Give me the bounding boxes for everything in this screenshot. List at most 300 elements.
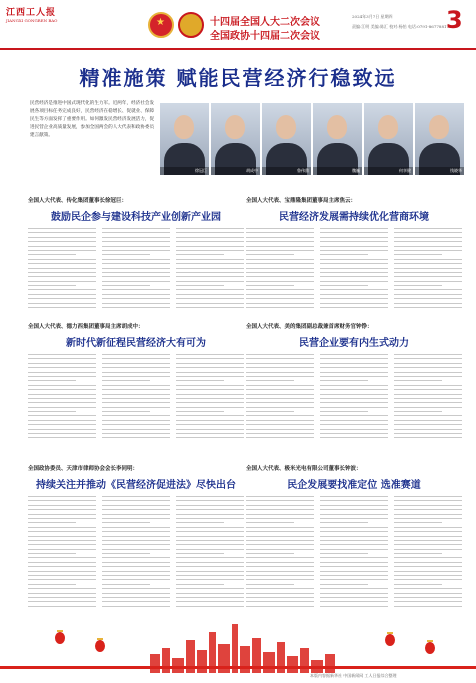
text-line xyxy=(246,376,314,377)
text-line xyxy=(320,601,388,602)
text-line xyxy=(28,593,96,594)
text-line xyxy=(176,415,244,416)
text-line xyxy=(28,268,96,269)
intro-paragraph: 民营经济是推进中国式现代化的生力军。近两年，经济社会发展各项目标任务完成良好，民营经济在稳增长、促就业、保障民生等方面发挥了重要作用。如何激发民营经济发展活力，促进民营企业高质量发展，参加全国两会的人大代表和政协委员建言献策。 xyxy=(30,101,155,138)
text-line xyxy=(394,496,462,497)
text-line xyxy=(394,407,462,408)
text-line xyxy=(394,354,462,355)
footer-bar xyxy=(0,666,476,669)
text-line xyxy=(246,358,314,359)
text-line xyxy=(394,531,462,532)
portrait-photo xyxy=(211,103,260,175)
page-number: 3 xyxy=(446,6,463,34)
portrait-caption: 何享健 xyxy=(364,167,413,175)
text-line xyxy=(28,241,96,242)
portrait-caption: 胡成中 xyxy=(211,167,260,175)
text-line xyxy=(28,263,96,264)
text-line xyxy=(320,307,388,308)
text-line xyxy=(394,363,462,364)
text-line xyxy=(102,505,170,506)
paper-subtitle: JIANGXI GONGREN BAO xyxy=(6,18,58,23)
text-column xyxy=(176,228,244,311)
text-line xyxy=(28,514,96,515)
text-line xyxy=(246,429,314,430)
text-column xyxy=(102,228,170,311)
article-title: 新时代新征程民营经济大有可为 xyxy=(66,338,206,349)
text-column xyxy=(246,496,314,610)
text-line xyxy=(176,272,244,273)
text-line xyxy=(320,407,388,408)
text-line xyxy=(28,584,76,585)
text-line xyxy=(394,509,462,510)
text-line xyxy=(320,389,388,390)
text-line xyxy=(394,241,462,242)
text-line xyxy=(394,250,462,251)
text-line xyxy=(394,553,442,554)
article xyxy=(28,464,244,614)
text-line xyxy=(394,281,462,282)
text-line xyxy=(320,584,368,585)
text-line xyxy=(102,385,170,386)
text-line xyxy=(102,606,170,607)
text-line xyxy=(176,232,244,233)
text-line xyxy=(320,303,388,304)
skyline-building xyxy=(150,654,160,673)
text-line xyxy=(176,601,244,602)
text-line xyxy=(246,411,294,412)
text-line xyxy=(246,571,314,572)
text-line xyxy=(246,509,314,510)
text-line xyxy=(320,281,388,282)
text-line xyxy=(102,415,170,416)
text-line xyxy=(28,433,96,434)
article-kicker: 全国人大代表、美的集团副总裁兼首席财务官钟铮： xyxy=(246,324,373,330)
text-column xyxy=(28,496,96,610)
skyline-building xyxy=(197,650,207,673)
text-line xyxy=(28,398,96,399)
text-line xyxy=(102,584,150,585)
text-line xyxy=(28,566,96,567)
text-line xyxy=(394,411,442,412)
text-line xyxy=(28,298,96,299)
text-line xyxy=(246,437,314,438)
text-line xyxy=(28,496,96,497)
article-title: 民营企业要有内生式动力 xyxy=(299,338,409,349)
text-line xyxy=(102,246,170,247)
text-line xyxy=(102,228,170,229)
text-line xyxy=(176,579,244,580)
text-line xyxy=(28,385,96,386)
text-line xyxy=(246,380,294,381)
text-line xyxy=(176,294,244,295)
text-line xyxy=(176,575,244,576)
text-line xyxy=(28,420,96,421)
text-column xyxy=(394,354,462,442)
text-line xyxy=(320,241,388,242)
text-line xyxy=(246,549,314,550)
text-line xyxy=(28,557,96,558)
text-column xyxy=(320,496,388,610)
text-line xyxy=(394,246,462,247)
text-line xyxy=(320,549,388,550)
text-line xyxy=(102,268,170,269)
text-line xyxy=(246,407,314,408)
lantern-icon xyxy=(385,634,395,646)
text-line xyxy=(246,232,314,233)
text-line xyxy=(102,363,170,364)
text-line xyxy=(246,531,314,532)
text-line xyxy=(394,303,462,304)
text-line xyxy=(28,281,96,282)
text-line xyxy=(176,303,244,304)
text-line xyxy=(28,527,96,528)
text-column xyxy=(28,228,96,311)
text-line xyxy=(246,272,314,273)
text-line xyxy=(28,367,96,368)
text-line xyxy=(28,272,96,273)
text-line xyxy=(28,407,96,408)
text-line xyxy=(394,394,462,395)
text-line xyxy=(394,540,462,541)
text-line xyxy=(176,522,224,523)
text-line xyxy=(394,372,462,373)
text-line xyxy=(176,372,244,373)
text-line xyxy=(28,303,96,304)
text-line xyxy=(246,250,314,251)
text-line xyxy=(320,398,388,399)
text-line xyxy=(394,294,462,295)
skyline-building xyxy=(162,648,170,673)
text-line xyxy=(102,429,170,430)
text-line xyxy=(394,415,462,416)
text-line xyxy=(176,307,244,308)
text-line xyxy=(246,354,314,355)
text-line xyxy=(394,437,462,438)
text-line xyxy=(28,415,96,416)
text-line xyxy=(102,272,170,273)
portrait-head xyxy=(174,115,194,139)
text-column xyxy=(394,496,462,610)
text-line xyxy=(394,562,462,563)
skyline-building xyxy=(287,656,298,673)
text-line xyxy=(28,536,96,537)
text-line xyxy=(246,367,314,368)
text-line xyxy=(320,606,388,607)
portrait-head xyxy=(378,115,398,139)
text-line xyxy=(28,500,96,501)
text-line xyxy=(246,402,314,403)
text-line xyxy=(394,389,462,390)
text-line xyxy=(394,237,462,238)
text-column xyxy=(102,354,170,442)
portrait-caption: 魏巍 xyxy=(313,167,362,175)
text-line xyxy=(28,424,96,425)
text-line xyxy=(320,496,388,497)
text-line xyxy=(28,509,96,510)
text-line xyxy=(320,358,388,359)
text-line xyxy=(394,380,442,381)
lantern-cap xyxy=(387,632,393,634)
text-line xyxy=(176,527,244,528)
text-line xyxy=(320,540,388,541)
text-line xyxy=(28,259,96,260)
text-line xyxy=(176,298,244,299)
text-line xyxy=(176,241,244,242)
article-kicker: 全国人大代表、宝鼎隆集团董事局主席焦云： xyxy=(246,198,357,204)
text-line xyxy=(320,394,388,395)
star-icon: ★ xyxy=(156,17,165,28)
text-line xyxy=(246,415,314,416)
text-line xyxy=(320,544,388,545)
text-line xyxy=(394,518,462,519)
text-line xyxy=(320,531,388,532)
text-line xyxy=(28,518,96,519)
text-line xyxy=(28,606,96,607)
text-line xyxy=(246,281,314,282)
text-line xyxy=(320,437,388,438)
text-line xyxy=(28,562,96,563)
text-line xyxy=(176,437,244,438)
text-column xyxy=(320,228,388,311)
text-line xyxy=(176,496,244,497)
text-line xyxy=(246,259,314,260)
text-line xyxy=(246,536,314,537)
text-column xyxy=(320,354,388,442)
text-line xyxy=(28,553,76,554)
text-line xyxy=(28,250,96,251)
text-line xyxy=(102,411,150,412)
text-line xyxy=(246,593,314,594)
text-line xyxy=(394,557,462,558)
footer-skyline xyxy=(0,618,476,673)
text-line xyxy=(246,527,314,528)
text-line xyxy=(28,575,96,576)
portrait-photo xyxy=(313,103,362,175)
text-line xyxy=(394,289,462,290)
article-kicker: 全国人大代表、传化集团董事长徐冠巨： xyxy=(28,198,128,204)
skyline-illustration xyxy=(0,618,476,673)
text-line xyxy=(394,398,462,399)
text-line xyxy=(102,601,170,602)
article-title: 民企发展要找准定位 选准赛道 xyxy=(287,480,421,491)
text-line xyxy=(394,259,462,260)
text-line xyxy=(102,402,170,403)
text-line xyxy=(102,579,170,580)
text-line xyxy=(176,518,244,519)
text-line xyxy=(102,250,170,251)
text-line xyxy=(246,575,314,576)
text-line xyxy=(320,514,388,515)
text-line xyxy=(246,363,314,364)
text-line xyxy=(102,407,170,408)
text-line xyxy=(102,424,170,425)
skyline-building xyxy=(300,648,309,673)
text-line xyxy=(246,394,314,395)
text-line xyxy=(320,566,388,567)
portrait-caption: 鲁伟鼎 xyxy=(262,167,311,175)
text-line xyxy=(246,514,314,515)
text-line xyxy=(394,601,462,602)
text-line xyxy=(28,588,96,589)
text-line xyxy=(320,232,388,233)
text-line xyxy=(394,527,462,528)
article xyxy=(28,322,244,448)
text-line xyxy=(176,254,224,255)
portrait-photo xyxy=(262,103,311,175)
text-line xyxy=(320,411,368,412)
text-line xyxy=(176,237,244,238)
text-line xyxy=(176,398,244,399)
text-line xyxy=(246,298,314,299)
text-line xyxy=(320,557,388,558)
text-line xyxy=(176,263,244,264)
text-line xyxy=(246,588,314,589)
text-line xyxy=(28,579,96,580)
text-line xyxy=(176,358,244,359)
article-title: 鼓励民企参与建设科技产业创新产业园 xyxy=(51,212,221,223)
text-line xyxy=(246,606,314,607)
article xyxy=(246,322,462,448)
text-line xyxy=(246,307,314,308)
text-line xyxy=(102,500,170,501)
text-line xyxy=(394,571,462,572)
text-line xyxy=(102,553,150,554)
text-line xyxy=(394,232,462,233)
portrait-head xyxy=(276,115,296,139)
text-line xyxy=(102,566,170,567)
article-kicker: 全国政协委员、天津市律师协会会长李同明： xyxy=(28,466,139,472)
text-line xyxy=(102,509,170,510)
text-line xyxy=(176,514,244,515)
text-line xyxy=(102,298,170,299)
text-line xyxy=(102,372,170,373)
text-line xyxy=(102,575,170,576)
text-line xyxy=(102,420,170,421)
cppcc-emblem-icon xyxy=(178,12,204,38)
text-line xyxy=(176,531,244,532)
text-line xyxy=(320,276,388,277)
text-line xyxy=(102,276,170,277)
text-line xyxy=(176,285,224,286)
text-line xyxy=(246,518,314,519)
text-line xyxy=(176,505,244,506)
text-line xyxy=(102,571,170,572)
lantern-cap xyxy=(427,640,433,642)
text-line xyxy=(176,584,224,585)
text-line xyxy=(246,294,314,295)
text-line xyxy=(28,544,96,545)
text-line xyxy=(320,272,388,273)
text-line xyxy=(28,228,96,229)
text-line xyxy=(246,372,314,373)
text-line xyxy=(246,237,314,238)
text-line xyxy=(102,241,170,242)
text-line xyxy=(394,433,462,434)
text-line xyxy=(176,394,244,395)
text-line xyxy=(394,367,462,368)
text-line xyxy=(320,246,388,247)
text-line xyxy=(176,363,244,364)
text-line xyxy=(176,376,244,377)
text-line xyxy=(320,250,388,251)
text-line xyxy=(28,505,96,506)
article-kicker: 全国人大代表、极米光电有限公司董事长钟波： xyxy=(246,466,362,472)
text-line xyxy=(28,276,96,277)
text-line xyxy=(176,562,244,563)
text-line xyxy=(102,259,170,260)
text-line xyxy=(102,354,170,355)
text-line xyxy=(394,522,442,523)
text-line xyxy=(102,237,170,238)
text-line xyxy=(28,522,76,523)
text-line xyxy=(320,372,388,373)
text-line xyxy=(320,588,388,589)
text-line xyxy=(176,259,244,260)
portrait-photo xyxy=(415,103,464,175)
text-line xyxy=(246,601,314,602)
text-line xyxy=(320,298,388,299)
text-line xyxy=(28,307,96,308)
portrait-head xyxy=(225,115,245,139)
text-line xyxy=(28,389,96,390)
text-line xyxy=(320,228,388,229)
text-line xyxy=(28,285,76,286)
text-line xyxy=(246,522,294,523)
text-line xyxy=(394,376,462,377)
text-line xyxy=(28,549,96,550)
text-line xyxy=(176,402,244,403)
text-line xyxy=(246,557,314,558)
text-line xyxy=(176,500,244,501)
text-line xyxy=(28,394,96,395)
text-line xyxy=(320,294,388,295)
masthead-divider xyxy=(0,48,476,50)
text-line xyxy=(28,571,96,572)
portrait-caption: 徐冠巨 xyxy=(160,167,209,175)
text-line xyxy=(320,424,388,425)
text-line xyxy=(102,433,170,434)
text-line xyxy=(28,232,96,233)
text-line xyxy=(176,557,244,558)
text-line xyxy=(320,575,388,576)
text-line xyxy=(102,562,170,563)
text-line xyxy=(246,584,294,585)
text-line xyxy=(28,294,96,295)
text-line xyxy=(176,420,244,421)
text-line xyxy=(394,385,462,386)
text-line xyxy=(246,385,314,386)
text-line xyxy=(28,363,96,364)
text-line xyxy=(28,601,96,602)
text-line xyxy=(28,540,96,541)
text-line xyxy=(320,597,388,598)
text-line xyxy=(102,263,170,264)
text-line xyxy=(176,268,244,269)
text-line xyxy=(28,437,96,438)
portrait-caption: 钱晓华 xyxy=(415,167,464,175)
text-line xyxy=(320,420,388,421)
text-line xyxy=(176,389,244,390)
text-column xyxy=(102,496,170,610)
text-line xyxy=(102,254,150,255)
text-line xyxy=(246,597,314,598)
text-line xyxy=(176,549,244,550)
national-emblem-icon xyxy=(148,12,174,38)
text-line xyxy=(320,527,388,528)
text-line xyxy=(394,575,462,576)
footer-note: 本版内容据新华社 中国新闻网 工人日报综合整理 xyxy=(310,673,397,678)
skyline-building xyxy=(263,652,275,673)
